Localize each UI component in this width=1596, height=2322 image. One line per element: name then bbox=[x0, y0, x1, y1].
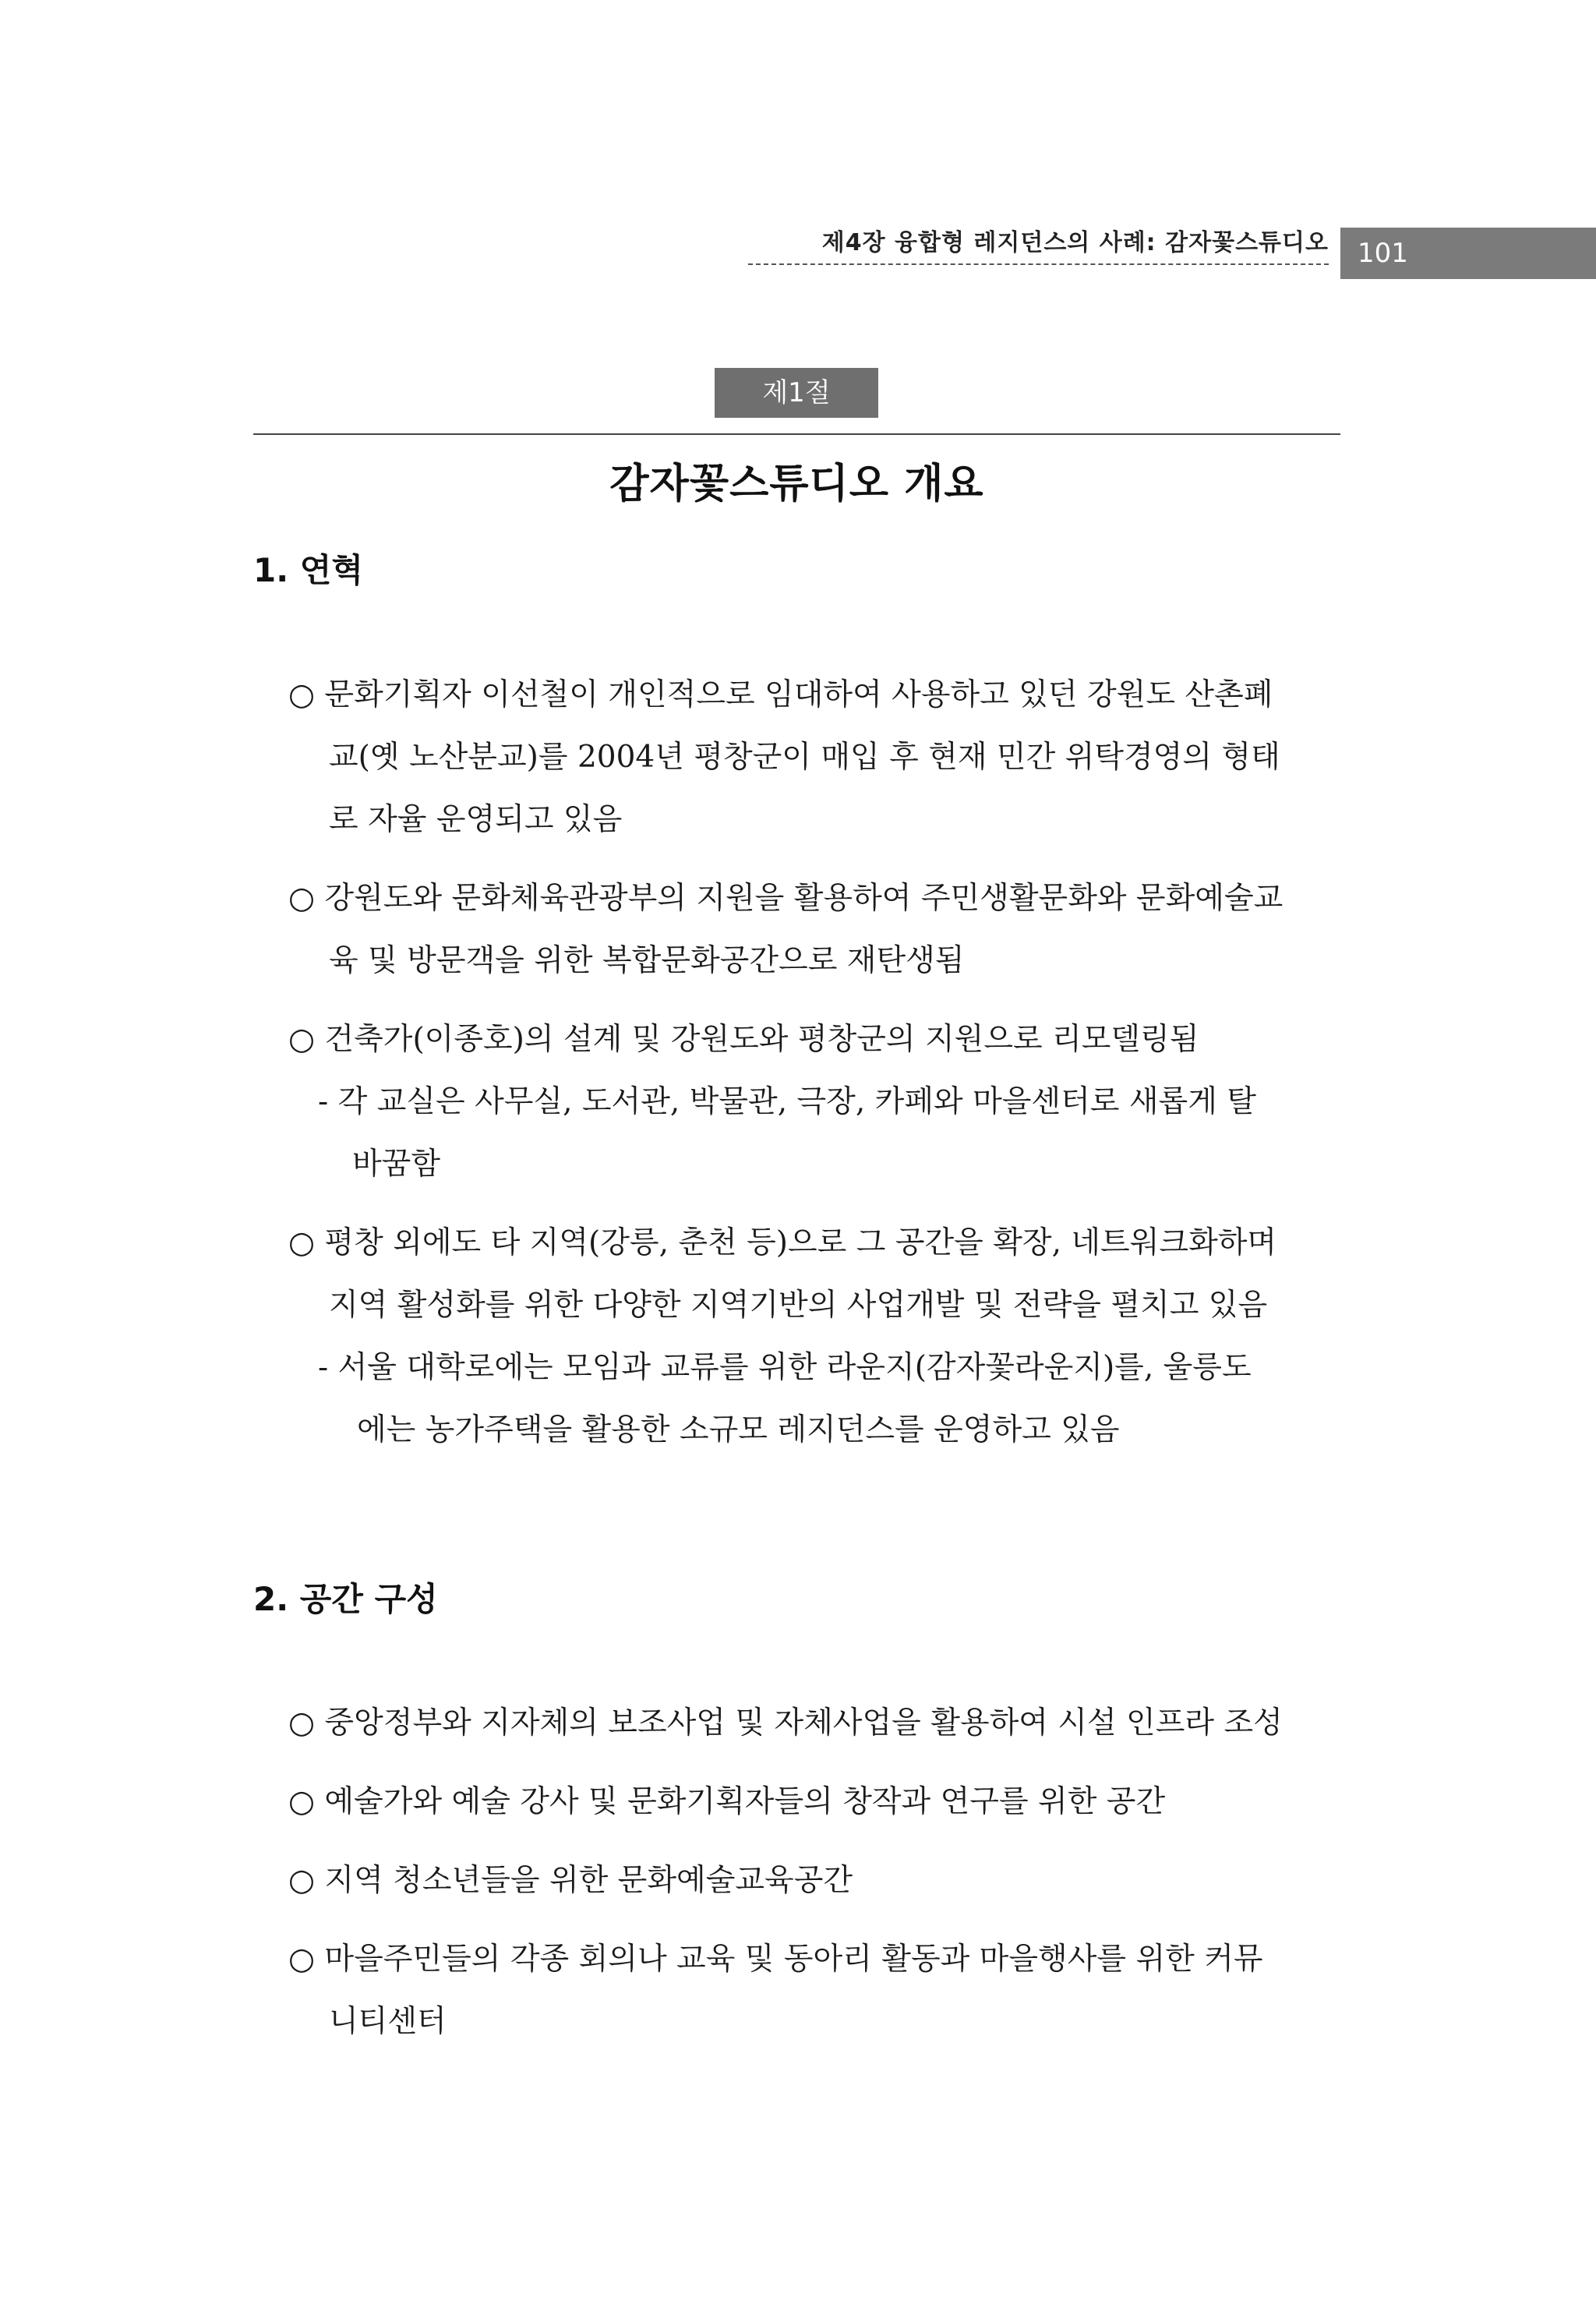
history-line: ○ 강원도와 문화체육관광부의 지원을 활용하여 주민생활문화와 문화예술교 bbox=[288, 881, 1284, 916]
history-subline: - 각 교실은 사무실, 도서관, 박물관, 극장, 카페와 마을센터로 새롭게 탈 bbox=[318, 1084, 1256, 1119]
space-line: ○ 예술가와 예술 강사 및 문화기획자들의 창작과 연구를 위한 공간 bbox=[288, 1784, 1166, 1819]
history-line: ○ 평창 외에도 타 지역(강릉, 춘천 등)으로 그 공간을 확장, 네트워크화하며 bbox=[288, 1225, 1277, 1260]
space-line: 니티센터 bbox=[329, 2004, 447, 2039]
space-line: ○ 중앙정부와 지자체의 보조사업 및 자체사업을 활용하여 시설 인프라 조성 bbox=[288, 1705, 1283, 1741]
running-title-underline bbox=[748, 263, 1329, 265]
section-divider bbox=[253, 433, 1340, 435]
page-number: 101 bbox=[1358, 238, 1408, 269]
space-line: ○ 지역 청소년들을 위한 문화예술교육공간 bbox=[288, 1863, 853, 1898]
history-subline: - 서울 대학로에는 모임과 교류를 위한 라운지(감자꽃라운지)를, 울릉도 bbox=[318, 1350, 1252, 1385]
heading-history: 1. 연혁 bbox=[253, 551, 363, 589]
history-subline: 바꿈함 bbox=[352, 1147, 441, 1182]
page-number-tab bbox=[1340, 228, 1596, 279]
heading-space: 2. 공간 구성 bbox=[253, 1580, 438, 1618]
history-line: 육 및 방문객을 위한 복합문화공간으로 재탄생됨 bbox=[329, 943, 965, 978]
running-header bbox=[748, 228, 1329, 268]
history-line: ○ 문화기획자 이선철이 개인적으로 임대하여 사용하고 있던 강원도 산촌폐 bbox=[288, 677, 1273, 712]
section-badge: 제1절 bbox=[715, 368, 878, 418]
history-line: 로 자율 운영되고 있음 bbox=[329, 802, 623, 837]
space-line: ○ 마을주민들의 각종 회의나 교육 및 동아리 활동과 마을행사를 위한 커뮤 bbox=[288, 1942, 1263, 1977]
history-line: 지역 활성화를 위한 다양한 지역기반의 사업개발 및 전략을 펼치고 있음 bbox=[329, 1288, 1268, 1323]
history-line: ○ 건축가(이종호)의 설계 및 강원도와 평창군의 지원으로 리모델링됨 bbox=[288, 1022, 1199, 1057]
section-title: 감자꽃스튜디오 개요 bbox=[609, 461, 984, 507]
history-line: 교(옛 노산분교)를 2004년 평창군이 매입 후 현재 민간 위탁경영의 형태 bbox=[329, 740, 1280, 775]
history-subline: 에는 농가주택을 활용한 소규모 레지던스를 운영하고 있음 bbox=[357, 1412, 1120, 1447]
running-title: 제4장 융합형 레지던스의 사례: 감자꽃스튜디오 bbox=[821, 229, 1329, 256]
